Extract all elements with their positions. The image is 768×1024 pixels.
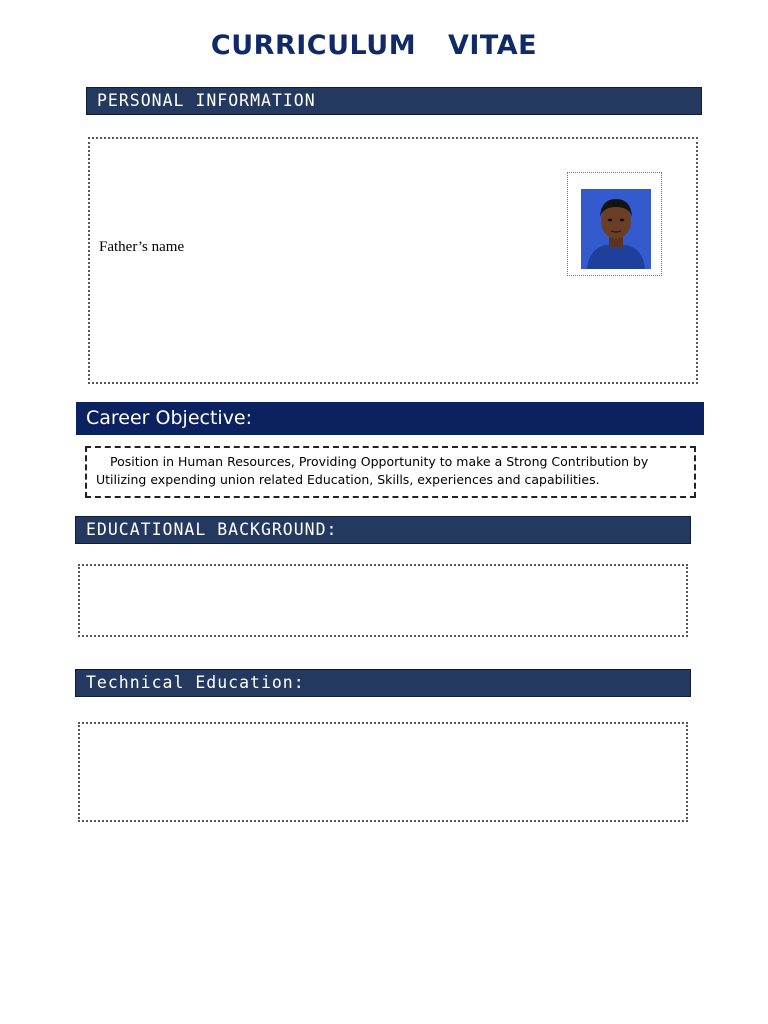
fathers-name-label: Father’s name — [99, 239, 185, 255]
cv-title: CURRICULUM VITAE — [210, 30, 538, 61]
photo-left-eye — [608, 219, 612, 222]
photo-right-eye — [620, 219, 624, 222]
educational-background-box — [78, 564, 688, 637]
technical-education-box — [78, 722, 688, 822]
personal-information-box — [88, 137, 698, 384]
technical-education-heading: Technical Education: — [75, 669, 691, 697]
profile-photo-frame — [567, 172, 662, 276]
personal-information-heading: PERSONAL INFORMATION — [86, 87, 702, 115]
career-objective-heading: Career Objective: — [76, 402, 704, 435]
educational-background-heading: EDUCATIONAL BACKGROUND: — [75, 516, 691, 544]
career-objective-box — [85, 446, 696, 498]
profile-photo — [581, 189, 651, 269]
career-objective-text: Position in Human Resources, Providing Opportunity to make a Strong Contribution by Utilizing expending union related Education, Skills, experiences and capabilities. — [96, 454, 649, 487]
